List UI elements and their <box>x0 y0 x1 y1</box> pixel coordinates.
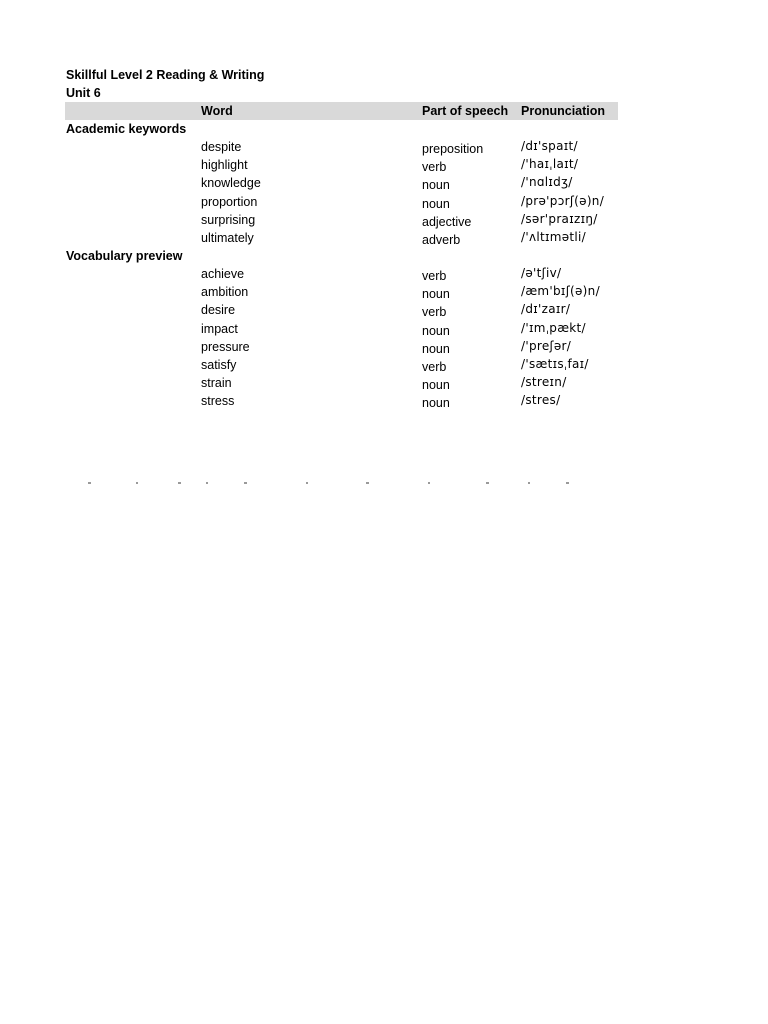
table-row <box>0 283 768 301</box>
section-rows-academic-keywords <box>0 138 768 247</box>
clipped-text-remnant <box>66 476 596 490</box>
table-row <box>0 338 768 356</box>
table-row <box>0 138 768 156</box>
word-cell: pressure <box>201 339 250 354</box>
word-cell: achieve <box>201 267 245 281</box>
table-row <box>0 174 768 192</box>
pronunciation-cell: /prə'pɔrʃ(ə)n/ <box>521 193 605 208</box>
part-of-speech-cell: adjective <box>422 214 472 229</box>
part-of-speech-cell: verb <box>422 269 447 283</box>
pronunciation-cell: /'preʃər/ <box>521 338 572 353</box>
word-cell: stress <box>201 394 235 409</box>
table-row <box>0 229 768 247</box>
table-row <box>0 301 768 319</box>
pronunciation-cell: /æm'bɪʃ(ə)n/ <box>521 284 600 299</box>
word-cell: impact <box>201 321 238 336</box>
pronunciation-cell: /'nɑlɪdʒ/ <box>521 175 573 190</box>
part-of-speech-cell: verb <box>422 359 447 374</box>
part-of-speech-cell: noun <box>422 396 450 411</box>
part-of-speech-cell: noun <box>422 323 450 338</box>
part-of-speech-cell: preposition <box>422 142 484 156</box>
word-cell: strain <box>201 376 232 391</box>
column-header-part-of-speech: Part of speech <box>422 104 509 118</box>
part-of-speech-cell: noun <box>422 196 450 211</box>
part-of-speech-cell: noun <box>422 341 450 356</box>
pronunciation-cell: /'ɪmˌpækt/ <box>521 320 586 335</box>
table-row <box>0 392 768 410</box>
word-cell: despite <box>201 140 242 154</box>
section-label-vocabulary-preview: Vocabulary preview <box>66 249 183 263</box>
pronunciation-cell: /dɪ'spaɪt/ <box>521 139 578 153</box>
pronunciation-cell: /stres/ <box>521 393 561 408</box>
pronunciation-cell: /streɪn/ <box>521 375 567 390</box>
table-row <box>0 356 768 374</box>
pronunciation-cell: /'ʌltɪmətli/ <box>521 229 587 244</box>
word-cell: knowledge <box>201 176 261 191</box>
word-cell: ultimately <box>201 230 254 245</box>
table-row <box>0 374 768 392</box>
word-cell: highlight <box>201 158 248 173</box>
part-of-speech-cell: noun <box>422 178 450 193</box>
section-label-academic-keywords: Academic keywords <box>66 122 187 136</box>
table-row <box>0 156 768 174</box>
part-of-speech-cell: adverb <box>422 232 461 247</box>
part-of-speech-cell: noun <box>422 287 450 302</box>
table-row <box>0 193 768 211</box>
document-title: Skillful Level 2 Reading & Writing <box>66 68 265 82</box>
table-row <box>0 265 768 283</box>
column-header-word: Word <box>201 104 233 118</box>
pronunciation-cell: /dɪ'zaɪr/ <box>521 302 571 317</box>
word-cell: surprising <box>201 212 256 227</box>
word-cell: proportion <box>201 194 258 209</box>
part-of-speech-cell: verb <box>422 305 447 320</box>
section-rows-vocabulary-preview <box>0 265 768 411</box>
unit-label: Unit 6 <box>66 86 101 100</box>
column-header-pronunciation: Pronunciation <box>521 104 606 118</box>
word-cell: desire <box>201 303 236 318</box>
word-cell: satisfy <box>201 357 237 372</box>
table-row <box>0 211 768 229</box>
pronunciation-cell: /sər'praɪzɪŋ/ <box>521 211 598 226</box>
part-of-speech-cell: verb <box>422 160 447 175</box>
pronunciation-cell: /'haɪˌlaɪt/ <box>521 157 579 172</box>
part-of-speech-cell: noun <box>422 378 450 393</box>
table-row <box>0 320 768 338</box>
pronunciation-cell: /ə'tʃiv/ <box>521 266 562 280</box>
pronunciation-cell: /'sætɪsˌfaɪ/ <box>521 356 589 371</box>
word-cell: ambition <box>201 285 249 300</box>
